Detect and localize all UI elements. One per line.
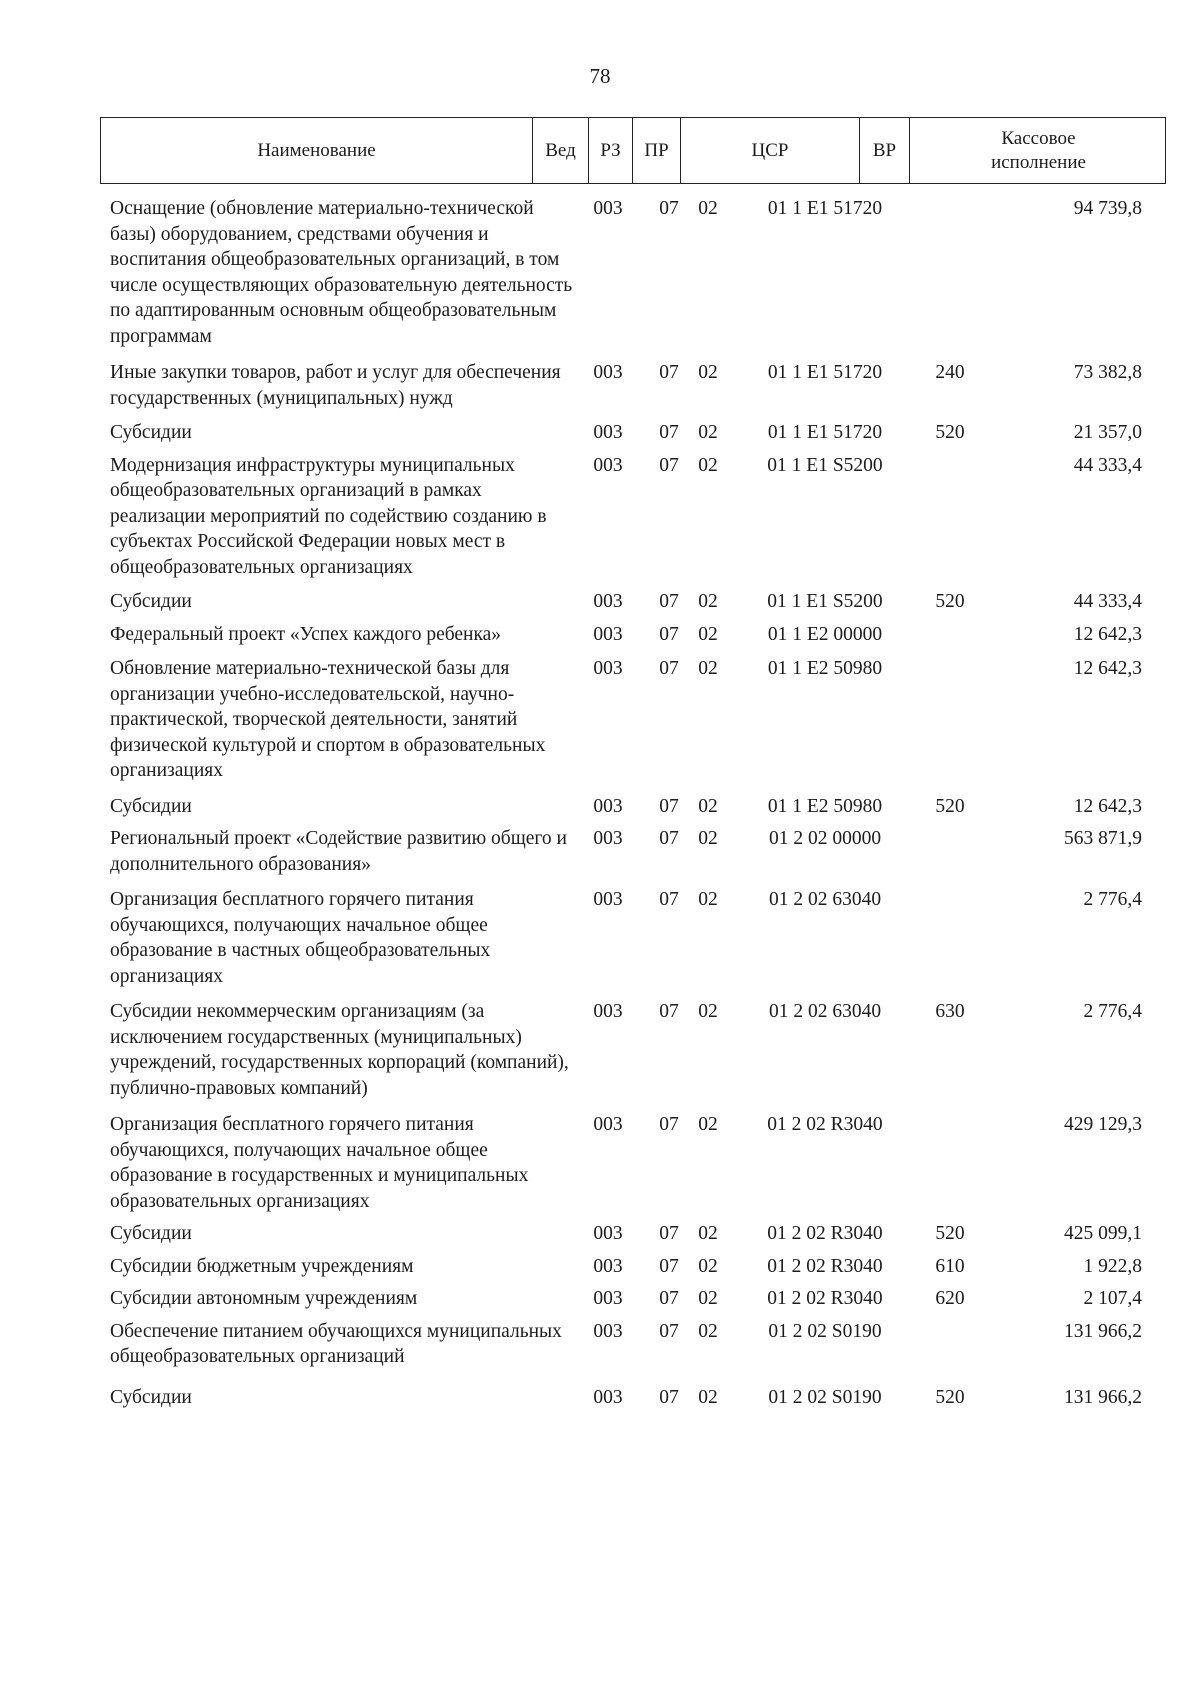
row-vr: 620 <box>935 1288 965 1309</box>
row-vr: 520 <box>935 591 965 612</box>
row-csr: 01 1 Е1 S5200 <box>767 591 883 612</box>
row-amount: 94 739,8 <box>1073 198 1142 219</box>
table-row <box>0 826 1200 877</box>
row-name: Субсидии <box>110 422 192 443</box>
header-vr: ВР <box>860 118 910 183</box>
row-ved: 003 <box>593 1320 623 1342</box>
row-pr: 02 <box>698 1255 718 1277</box>
row-name: Модернизация инфраструктуры муниципальных общеобразовательных организаций в рамках реализации мероприятий по содействию созданию в субъектах Российской Федерации новых мест в общеобразовательных организациях <box>110 454 547 578</box>
row-ved: 003 <box>593 658 623 679</box>
row-ved: 003 <box>593 623 623 645</box>
row-vr: 520 <box>935 422 965 443</box>
row-ved: 003 <box>593 795 623 817</box>
row-name: Субсидии <box>110 795 192 817</box>
row-name: Субсидии <box>110 1386 192 1408</box>
row-csr: 01 1 Е1 S5200 <box>767 454 883 476</box>
row-csr: 01 2 02 63040 <box>768 1001 882 1022</box>
row-ved: 003 <box>593 1386 623 1408</box>
row-csr: 01 2 02 63040 <box>768 889 882 910</box>
row-amount: 425 099,1 <box>1064 1223 1142 1244</box>
row-ved: 003 <box>593 1288 623 1309</box>
row-amount: 21 357,0 <box>1073 422 1142 443</box>
row-pr: 02 <box>698 658 718 679</box>
row-ved: 003 <box>593 889 623 910</box>
row-name: Федеральный проект «Успех каждого ребенка» <box>110 623 502 645</box>
row-name: Субсидии <box>110 591 192 612</box>
row-rz: 07 <box>659 422 679 443</box>
row-ved: 003 <box>593 1001 623 1022</box>
row-amount: 429 129,3 <box>1064 1114 1142 1135</box>
row-name: Обеспечение питанием обучающихся муниципальных общеобразовательных организаций <box>110 1320 562 1367</box>
row-rz: 07 <box>659 1001 679 1022</box>
row-amount: 131 966,2 <box>1064 1386 1142 1408</box>
row-pr: 02 <box>698 828 718 849</box>
row-pr: 02 <box>698 1114 718 1135</box>
row-csr: 01 2 02 S0190 <box>768 1386 882 1408</box>
header-amount-line1: Кассовое <box>1001 127 1076 149</box>
row-csr: 01 1 Е1 51720 <box>767 362 883 383</box>
table-row <box>0 1319 1200 1370</box>
row-rz: 07 <box>659 828 679 849</box>
row-rz: 07 <box>659 454 679 476</box>
row-csr: 01 2 02 R3040 <box>767 1114 883 1135</box>
row-amount: 563 871,9 <box>1064 828 1142 849</box>
row-name: Иные закупки товаров, работ и услуг для обеспечения государственных (муниципальных) нужд <box>110 362 561 409</box>
header-ved: Вед <box>533 118 589 183</box>
row-pr: 02 <box>698 1386 718 1408</box>
row-name: Региональный проект «Содействие развитию общего и дополнительного образования» <box>110 828 567 875</box>
row-csr: 01 2 02 R3040 <box>767 1288 883 1309</box>
row-amount: 12 642,3 <box>1073 623 1142 645</box>
row-rz: 07 <box>659 1114 679 1135</box>
row-name: Субсидии <box>110 1223 192 1244</box>
row-pr: 02 <box>698 1001 718 1022</box>
row-ved: 003 <box>593 422 623 443</box>
row-pr: 02 <box>698 198 718 219</box>
table-row <box>0 589 1200 615</box>
table-row <box>0 1254 1200 1280</box>
row-rz: 07 <box>659 889 679 910</box>
row-csr: 01 1 Е1 51720 <box>767 422 883 443</box>
row-amount: 12 642,3 <box>1073 795 1142 817</box>
row-amount: 12 642,3 <box>1073 658 1142 679</box>
header-csr: ЦСР <box>681 118 860 183</box>
row-ved: 003 <box>593 1255 623 1277</box>
row-pr: 02 <box>698 1288 718 1309</box>
table-row <box>0 453 1200 581</box>
row-vr: 240 <box>935 362 965 383</box>
row-rz: 07 <box>659 1320 679 1342</box>
row-vr: 520 <box>935 795 965 817</box>
header-name: Наименование <box>101 118 533 183</box>
row-csr: 01 1 Е1 51720 <box>767 198 883 219</box>
row-amount: 73 382,8 <box>1073 362 1142 383</box>
table-row <box>0 887 1200 989</box>
row-rz: 07 <box>659 658 679 679</box>
table-row <box>0 360 1200 411</box>
row-name: Субсидии бюджетным учреждениям <box>110 1255 414 1277</box>
row-amount: 2 107,4 <box>1083 1288 1142 1309</box>
row-name: Организация бесплатного горячего питания обучающихся, получающих начальное общее образование в государственных и муниципальных образовательных организациях <box>110 1114 529 1212</box>
row-amount: 2 776,4 <box>1083 889 1142 910</box>
row-name: Организация бесплатного горячего питания обучающихся, получающих начальное общее образование в частных общеобразовательных организациях <box>110 889 491 987</box>
table-body <box>0 196 1200 1410</box>
table-row <box>0 794 1200 820</box>
row-rz: 07 <box>659 1288 679 1309</box>
row-csr: 01 1 Е2 00000 <box>767 623 883 645</box>
row-csr: 01 2 02 00000 <box>768 828 882 849</box>
page-number: 78 <box>589 64 611 88</box>
row-pr: 02 <box>698 1223 718 1244</box>
row-vr: 520 <box>935 1386 965 1408</box>
row-rz: 07 <box>659 623 679 645</box>
row-amount: 131 966,2 <box>1064 1320 1142 1342</box>
row-csr: 01 1 Е2 50980 <box>767 795 883 817</box>
row-amount: 44 333,4 <box>1073 591 1142 612</box>
row-pr: 02 <box>698 623 718 645</box>
row-pr: 02 <box>698 889 718 910</box>
row-ved: 003 <box>593 1114 623 1135</box>
row-pr: 02 <box>698 795 718 817</box>
row-amount: 1 922,8 <box>1083 1255 1142 1277</box>
row-ved: 003 <box>593 591 623 612</box>
row-rz: 07 <box>659 1223 679 1244</box>
row-ved: 003 <box>593 1223 623 1244</box>
row-csr: 01 2 02 S0190 <box>768 1320 882 1342</box>
row-ved: 003 <box>593 828 623 849</box>
table-row <box>0 1221 1200 1247</box>
row-name: Субсидии некоммерческим организациям (за исключением государственных (муниципальных) учреждений, государственных корпораций (компаний), публично-правовых компаний) <box>110 1001 569 1099</box>
table-row <box>0 999 1200 1101</box>
row-vr: 610 <box>935 1255 965 1277</box>
table-row <box>0 420 1200 446</box>
table-row <box>0 656 1200 784</box>
row-name: Обновление материально-технической базы для организации учебно-исследовательской, научно-практической, творческой деятельности, занятий физической культурой и спортом в образовательных организациях <box>110 658 546 781</box>
row-csr: 01 2 02 R3040 <box>767 1255 883 1277</box>
header-rz: РЗ <box>589 118 633 183</box>
table-row <box>0 1286 1200 1312</box>
table-header <box>100 117 1166 184</box>
header-amount-line2: исполнение <box>991 151 1086 173</box>
row-csr: 01 2 02 R3040 <box>767 1223 883 1244</box>
row-pr: 02 <box>698 362 718 383</box>
row-rz: 07 <box>659 198 679 219</box>
row-amount: 44 333,4 <box>1073 454 1142 476</box>
row-csr: 01 1 Е2 50980 <box>767 658 883 679</box>
header-amount <box>910 118 1167 183</box>
row-ved: 003 <box>593 198 623 219</box>
row-vr: 630 <box>935 1001 965 1022</box>
row-amount: 2 776,4 <box>1083 1001 1142 1022</box>
row-rz: 07 <box>659 362 679 383</box>
table-row <box>0 1385 1200 1411</box>
row-rz: 07 <box>659 1255 679 1277</box>
table-row <box>0 622 1200 648</box>
row-rz: 07 <box>659 1386 679 1408</box>
row-pr: 02 <box>698 422 718 443</box>
table-row <box>0 1112 1200 1214</box>
row-pr: 02 <box>698 591 718 612</box>
row-ved: 003 <box>593 362 623 383</box>
row-name: Субсидии автономным учреждениям <box>110 1288 418 1309</box>
header-pr: ПР <box>633 118 681 183</box>
row-pr: 02 <box>698 454 718 476</box>
row-pr: 02 <box>698 1320 718 1342</box>
row-ved: 003 <box>593 454 623 476</box>
row-rz: 07 <box>659 591 679 612</box>
row-name: Оснащение (обновление материально-технической базы) оборудованием, средствами обучения и воспитания общеобразовательных организаций, в том числе осуществляющих образовательную деятельность по адаптированным основным общеобразовательным программам <box>110 198 573 347</box>
row-vr: 520 <box>935 1223 965 1244</box>
table-row <box>0 196 1200 349</box>
row-rz: 07 <box>659 795 679 817</box>
